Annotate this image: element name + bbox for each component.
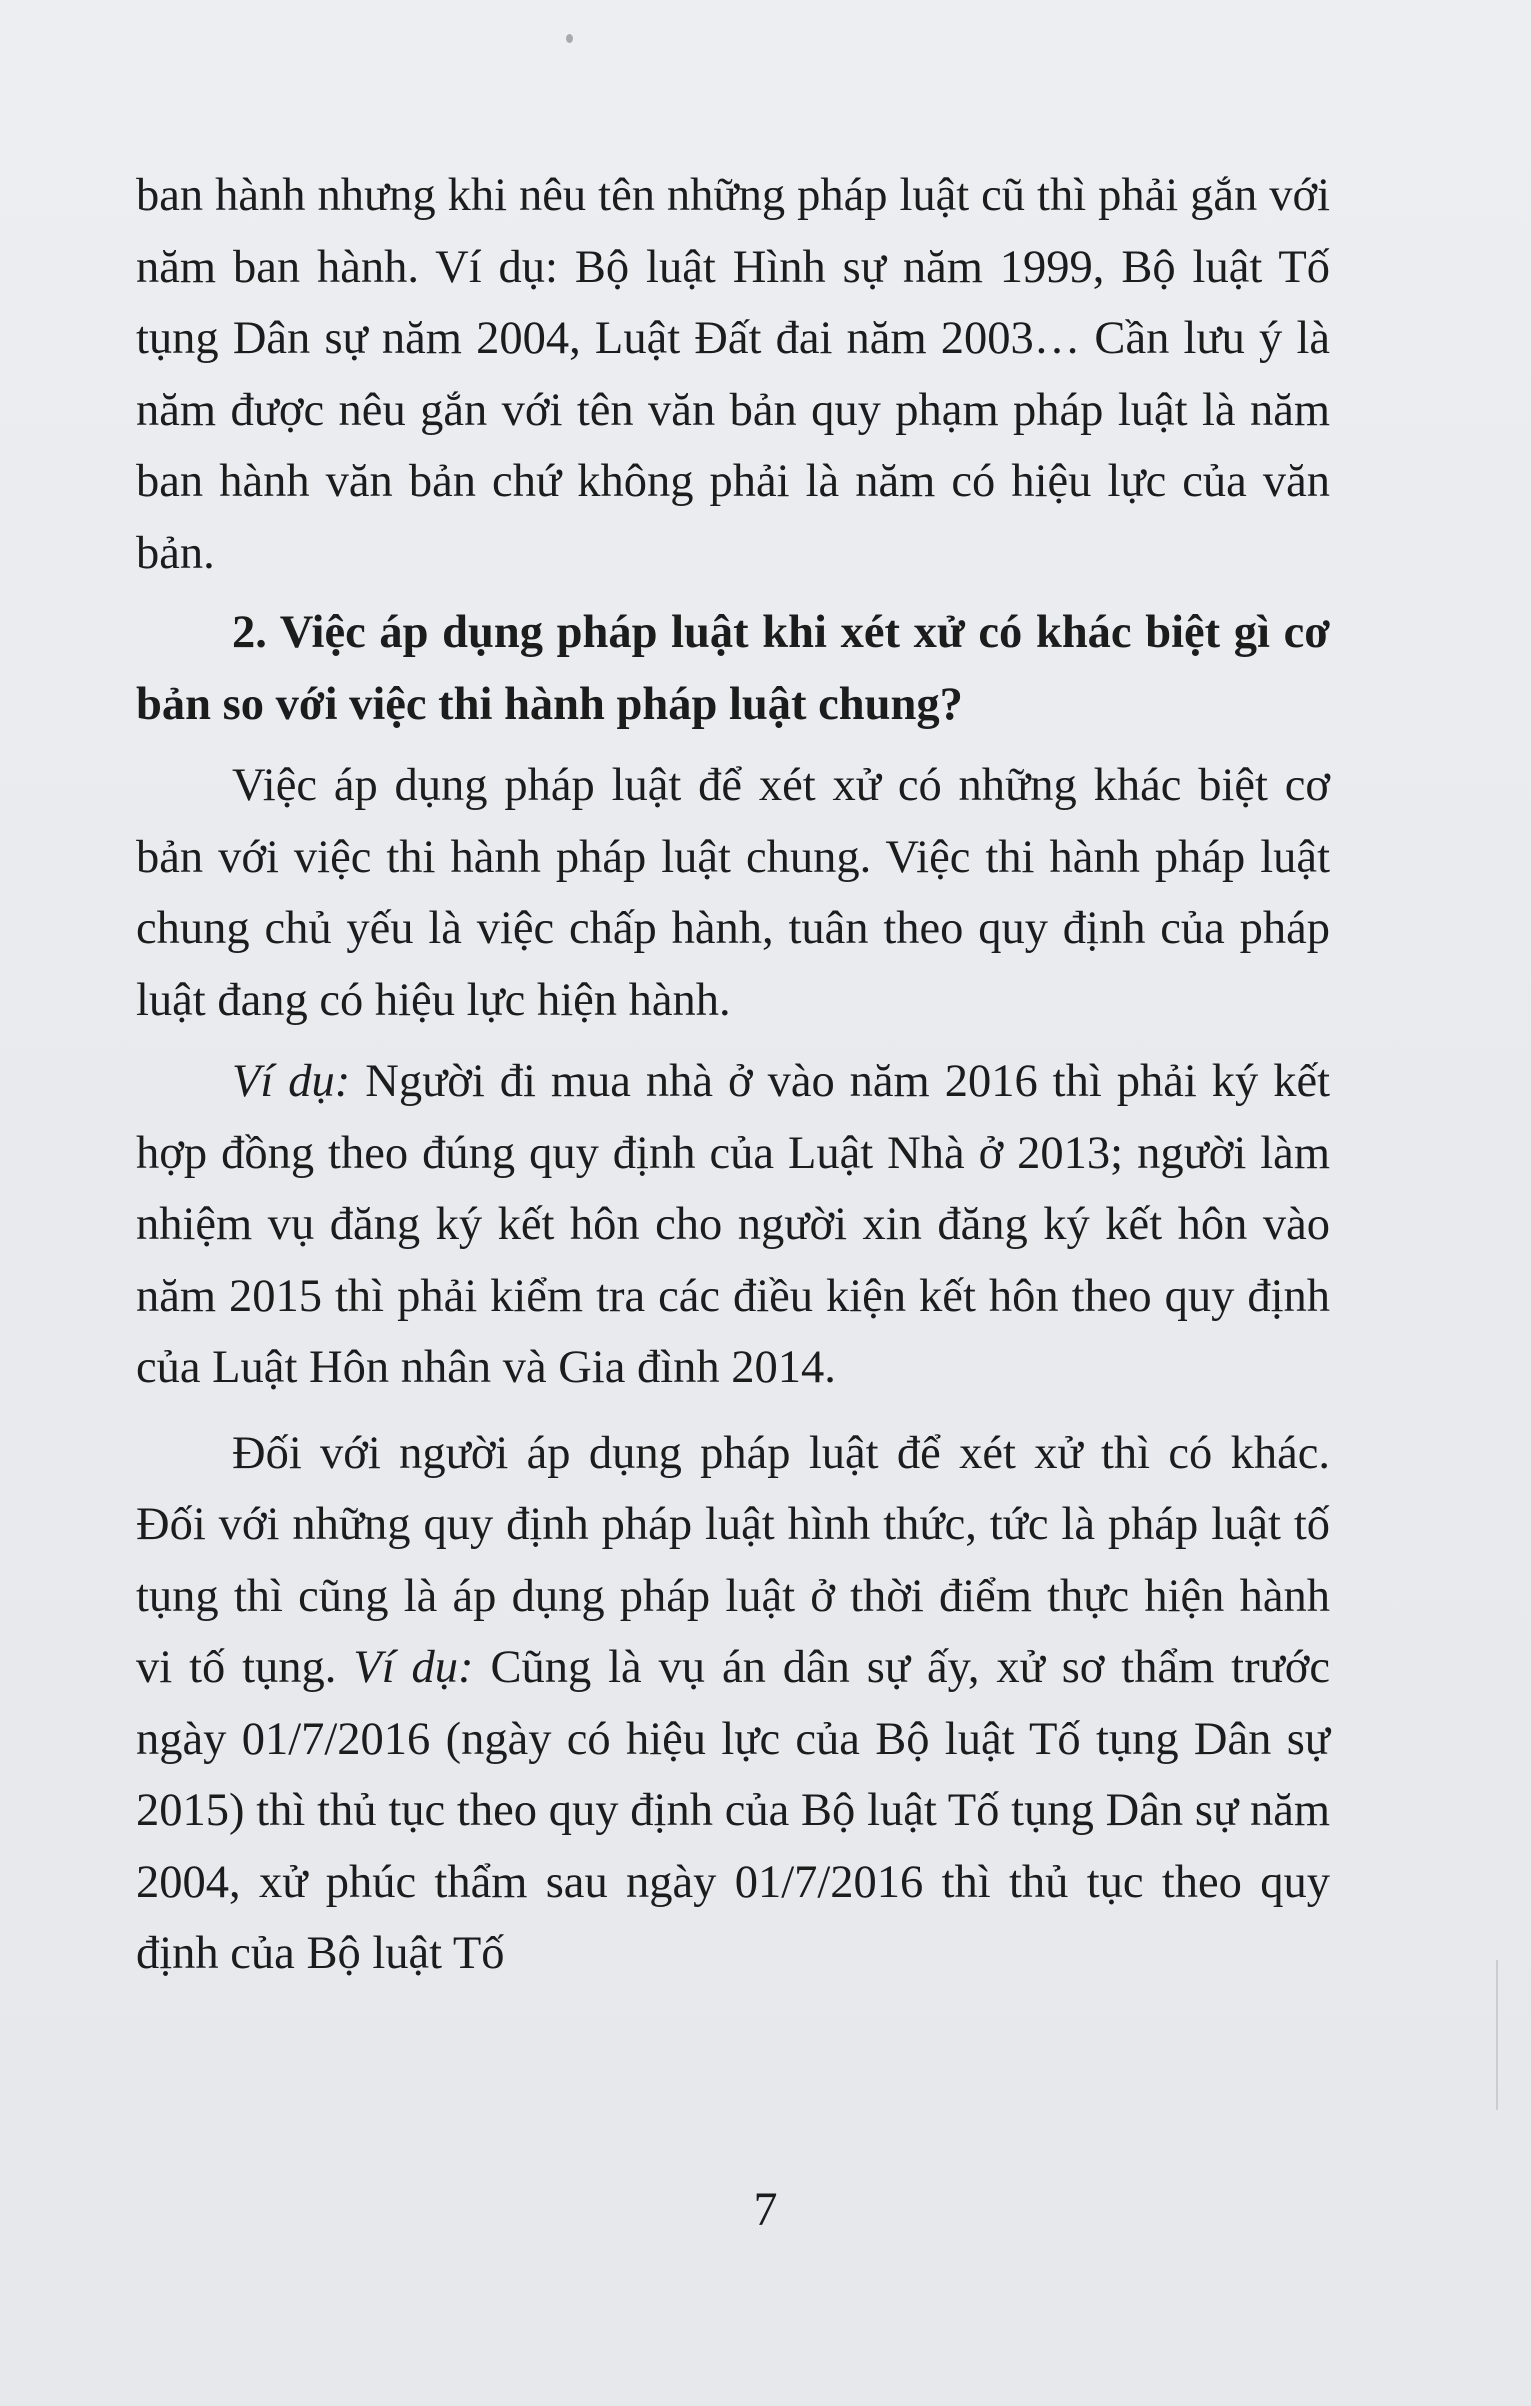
- page-body: [136, 160, 1330, 1990]
- answer-paragraph-1: Việc áp dụng pháp luật để xét xử có những khác biệt cơ bản với việc thi hành pháp luật chung. Việc thi hành pháp luật chung chủ yếu là việc chấp hành, tuân theo quy định của pháp luật đang có hiệu lực hiện hành.: [136, 760, 1330, 1026]
- print-mark: [566, 34, 573, 43]
- page-number: 7: [753, 2183, 778, 2236]
- answer-paragraph-2: [136, 1418, 1330, 1990]
- example-label: Ví dụ:: [353, 1642, 474, 1693]
- intro-paragraph: ban hành nhưng khi nêu tên những pháp luật cũ thì phải gắn với năm ban hành. Ví dụ: Bộ luật Hình sự năm 1999, Bộ luật Tố tụng Dân sự năm 2004, Luật Đất đai năm 2003… Cần lưu ý là năm được nêu gắn với tên văn bản quy phạm pháp luật là năm ban hành văn bản chứ không phải là năm có hiệu lực của văn bản.: [136, 170, 1330, 579]
- answer-paragraph-2-text: Đối với người áp dụng pháp luật để xét xử thì có khác. Đối với những quy định pháp luật hình thức, tức là pháp luật tố tụng thì cũng là áp dụng pháp luật ở thời điểm thực hiện hành vi tố tụng.: [136, 1427, 1330, 1693]
- example-text: Người đi mua nhà ở vào năm 2016 thì phải ký kết hợp đồng theo đúng quy định của Luật Nhà ở 2013; người làm nhiệm vụ đăng ký kết hôn cho người xin đăng ký kết hôn vào năm 2015 thì phải kiểm tra các điều kiện kết hôn theo quy định của Luật Hôn nhân và Gia đình 2014.: [136, 1056, 1330, 1393]
- example-paragraph-1: [136, 1046, 1330, 1404]
- question-heading: 2. Việc áp dụng pháp luật khi xét xử có khác biệt gì cơ bản so với việc thi hành pháp luật chung?: [136, 607, 1330, 730]
- page-edge-shadow: [1496, 1960, 1498, 2110]
- example-label: Ví dụ:: [232, 1056, 351, 1107]
- example-text: Cũng là vụ án dân sự ấy, xử sơ thẩm trước ngày 01/7/2016 (ngày có hiệu lực của Bộ luật Tố tụng Dân sự 2015) thì thủ tục theo quy định của Bộ luật Tố tụng Dân sự năm 2004, xử phúc thẩm sau ngày 01/7/2016 thì thủ tục theo quy định của Bộ luật Tố: [136, 1642, 1330, 1979]
